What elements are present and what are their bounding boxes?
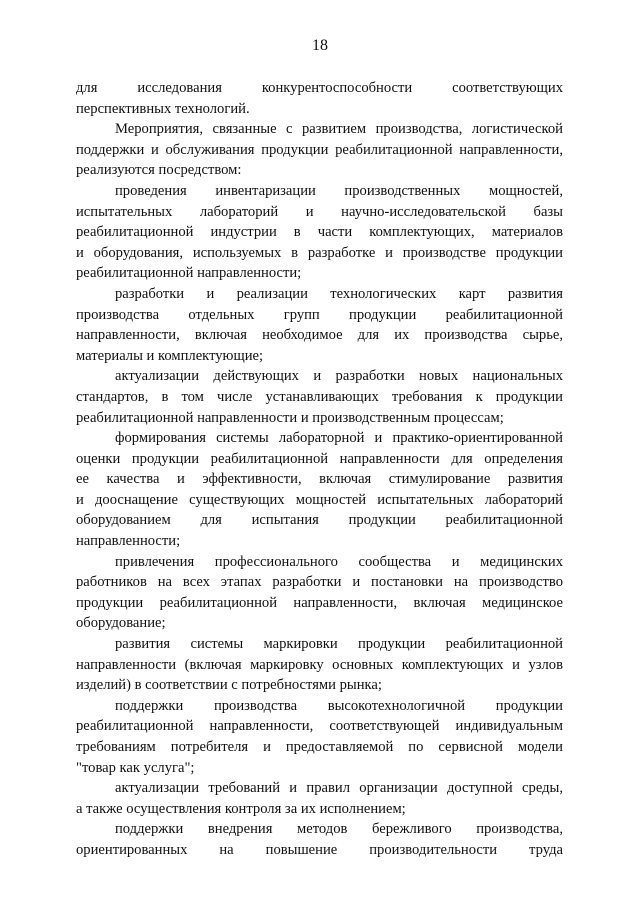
text-line: оценки продукции реабилитационной направленности для определения: [76, 450, 563, 467]
text-line: актуализации требований и правил организации доступной среды,: [115, 780, 563, 797]
text-line: "товар как услуга";: [76, 759, 195, 776]
text-line: стандартов, в том числе устанавливающих требования к продукции: [76, 388, 563, 405]
text-line: актуализации действующих и разработки новых национальных: [115, 368, 563, 385]
text-line: проведения инвентаризации производственных мощностей,: [115, 182, 563, 199]
text-line: реабилитационной направленности и производственным процессам;: [76, 409, 504, 426]
text-line: а также осуществления контроля за их исполнением;: [76, 800, 406, 817]
text-line: Мероприятия, связанные с развитием производства, логистической: [115, 121, 563, 138]
page-number: 18: [312, 37, 328, 54]
text-line: продукции реабилитационной направленности, включая медицинское: [76, 594, 563, 611]
text-line: реабилитационной направленности, соответствующей индивидуальным: [76, 718, 563, 735]
text-line: направленности;: [76, 533, 181, 550]
text-line: ее качества и эффективности, включая стимулирование развития: [76, 471, 563, 488]
text-line: формирования системы лабораторной и практико-ориентированной: [115, 430, 563, 447]
body-text: [76, 78, 563, 861]
text-line: производства отдельных групп продукции реабилитационной: [76, 306, 563, 323]
text-line: работников на всех этапах разработки и постановки на производство: [76, 574, 563, 591]
text-line: поддержки внедрения методов бережливого производства,: [115, 821, 563, 838]
text-line: для исследования конкурентоспособности соответствующих: [76, 80, 563, 96]
text-line: направленности (включая маркировку основных комплектующих и узлов: [76, 656, 563, 673]
text-line: поддержки и обслуживания продукции реабилитационной направленности,: [76, 141, 563, 158]
text-line: оборудование;: [76, 615, 166, 632]
text-line: реализуются посредством:: [76, 162, 242, 179]
text-line: требованиям потребителя и предоставляемой по сервисной модели: [76, 739, 563, 755]
text-line: реабилитационной направленности;: [76, 265, 302, 282]
text-line: привлечения профессионального сообщества и медицинских: [115, 553, 563, 570]
text-line: перспективных технологий.: [76, 100, 250, 117]
text-line: развития системы маркировки продукции реабилитационной: [115, 636, 563, 653]
text-line: изделий) в соответствии с потребностями рынка;: [76, 677, 382, 694]
text-line: поддержки производства высокотехнологичной продукции: [115, 697, 563, 714]
text-line: ориентированных на повышение производительности труда: [76, 841, 563, 858]
text-line: оборудованием для испытания продукции реабилитационной: [76, 512, 563, 529]
text-line: и дооснащение существующих мощностей испытательных лабораторий: [76, 491, 563, 508]
text-line: направленности, включая необходимое для их производства сырье,: [76, 327, 563, 344]
text-line: испытательных лабораторий и научно-исследовательской базы: [76, 203, 563, 220]
text-line: и оборудования, используемых в разработке и производстве продукции: [76, 244, 563, 261]
text-line: материалы и комплектующие;: [76, 347, 264, 364]
text-line: реабилитационной индустрии в части комплектующих, материалов: [76, 224, 563, 241]
text-line: разработки и реализации технологических карт развития: [115, 285, 563, 302]
